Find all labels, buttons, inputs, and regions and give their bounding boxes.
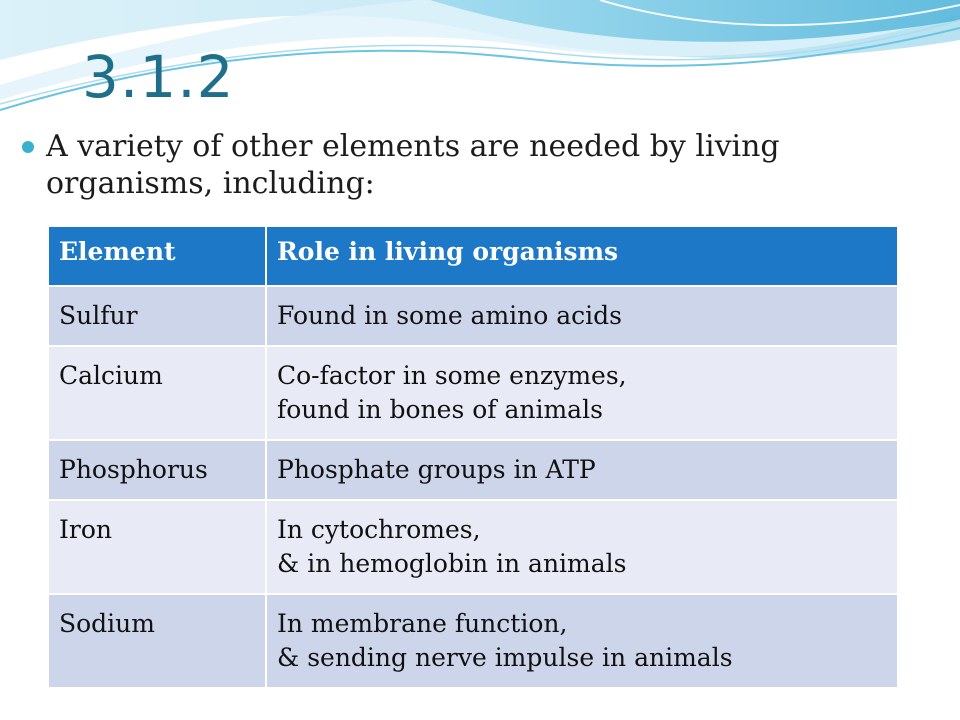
table-row	[48, 440, 898, 500]
role-cell	[266, 286, 898, 346]
slide-title: 3.1.2	[82, 43, 235, 111]
role-cell	[266, 594, 898, 688]
role-cell	[266, 440, 898, 500]
element-cell: Iron	[48, 500, 266, 594]
role-line: Phosphate groups in ATP	[277, 455, 596, 484]
table-row	[48, 346, 898, 440]
table-header-row	[48, 226, 898, 286]
role-line: Co-factor in some enzymes,	[277, 361, 627, 390]
elements-table	[47, 225, 899, 689]
role-line: found in bones of animals	[277, 395, 603, 424]
table-row	[48, 286, 898, 346]
element-cell: Calcium	[48, 346, 266, 440]
role-line: & sending nerve impulse in animals	[277, 643, 733, 672]
role-line: Found in some amino acids	[277, 301, 622, 330]
role-cell	[266, 346, 898, 440]
table-row	[48, 500, 898, 594]
bullet-dot-icon	[22, 141, 34, 153]
table-row	[48, 594, 898, 688]
element-cell: Phosphorus	[48, 440, 266, 500]
role-line: & in hemoglobin in animals	[277, 549, 627, 578]
role-line: In membrane function,	[277, 609, 568, 638]
element-cell: Sodium	[48, 594, 266, 688]
role-cell	[266, 500, 898, 594]
header-role: Role in living organisms	[266, 226, 898, 286]
header-element: Element	[48, 226, 266, 286]
role-line: In cytochromes,	[277, 515, 481, 544]
element-cell: Sulfur	[48, 286, 266, 346]
bullet-text: A variety of other elements are needed by living organisms, including:	[46, 129, 780, 201]
bullet-paragraph	[22, 128, 922, 202]
